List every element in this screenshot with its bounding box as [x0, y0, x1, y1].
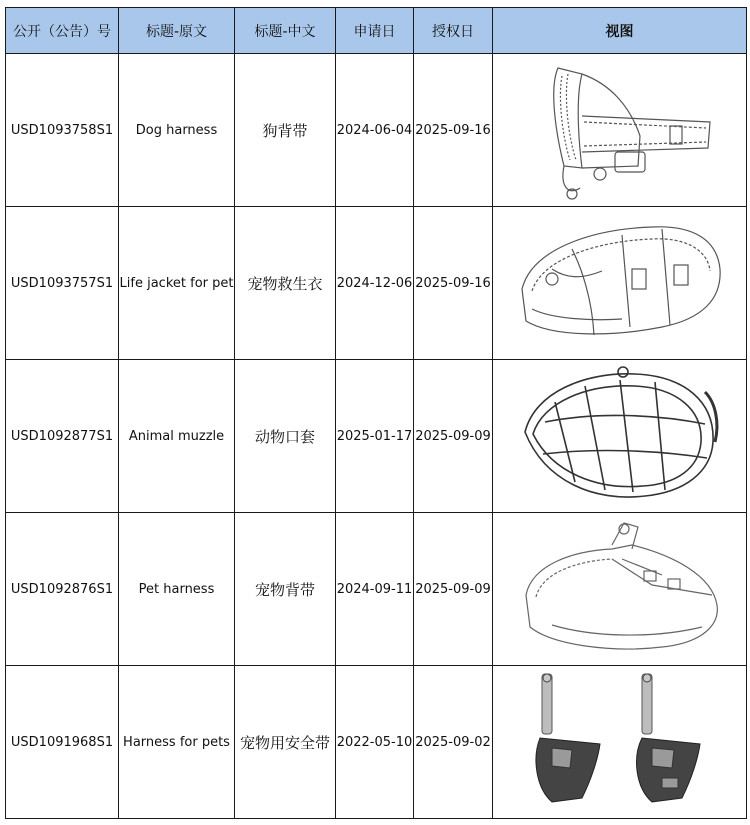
grant-date-cell: 2025-09-02 — [414, 666, 493, 819]
filing-date-cell: 2024-12-06 — [336, 207, 414, 360]
header-row — [6, 8, 747, 54]
pub-no-cell: USD1092877S1 — [6, 360, 119, 513]
header-pub-no: 公开（公告）号 — [6, 8, 119, 54]
title-cn-cell: 宠物救生衣 — [235, 207, 336, 360]
filing-date-cell: 2025-01-17 — [336, 360, 414, 513]
table-row — [6, 666, 747, 819]
harness-for-pets-photo-icon — [512, 668, 727, 816]
pub-no-cell: USD1093758S1 — [6, 54, 119, 207]
title-cn-cell: 狗背带 — [235, 54, 336, 207]
pub-no-cell: USD1093757S1 — [6, 207, 119, 360]
header-title-orig: 标题-原文 — [119, 8, 235, 54]
title-orig-cell: Animal muzzle — [119, 360, 235, 513]
view-cell — [493, 666, 747, 819]
header-filing-date: 申请日 — [336, 8, 414, 54]
filing-date-cell: 2024-06-04 — [336, 54, 414, 207]
grant-date-cell: 2025-09-16 — [414, 207, 493, 360]
view-cell — [493, 207, 747, 360]
pet-harness-drawing-icon — [512, 515, 727, 663]
header-grant-date: 授权日 — [414, 8, 493, 54]
grant-date-cell: 2025-09-09 — [414, 360, 493, 513]
filing-date-cell: 2022-05-10 — [336, 666, 414, 819]
title-cn-cell: 宠物背带 — [235, 513, 336, 666]
header-title-cn: 标题-中文 — [235, 8, 336, 54]
header-view: 视图 — [493, 8, 747, 54]
pub-no-cell: USD1091968S1 — [6, 666, 119, 819]
pub-no-cell: USD1092876S1 — [6, 513, 119, 666]
grant-date-cell: 2025-09-16 — [414, 54, 493, 207]
animal-muzzle-drawing-icon — [515, 362, 725, 510]
title-orig-cell: Life jacket for pet — [119, 207, 235, 360]
dog-harness-drawing-icon — [520, 56, 720, 204]
table-row — [6, 513, 747, 666]
view-cell — [493, 54, 747, 207]
table-row — [6, 207, 747, 360]
table-row — [6, 54, 747, 207]
title-orig-cell: Harness for pets — [119, 666, 235, 819]
patent-table — [5, 7, 747, 819]
title-cn-cell: 宠物用安全带 — [235, 666, 336, 819]
title-orig-cell: Dog harness — [119, 54, 235, 207]
view-cell — [493, 513, 747, 666]
view-cell — [493, 360, 747, 513]
title-orig-cell: Pet harness — [119, 513, 235, 666]
filing-date-cell: 2024-09-11 — [336, 513, 414, 666]
table-row — [6, 360, 747, 513]
title-cn-cell: 动物口套 — [235, 360, 336, 513]
pet-life-jacket-drawing-icon — [512, 209, 727, 357]
grant-date-cell: 2025-09-09 — [414, 513, 493, 666]
